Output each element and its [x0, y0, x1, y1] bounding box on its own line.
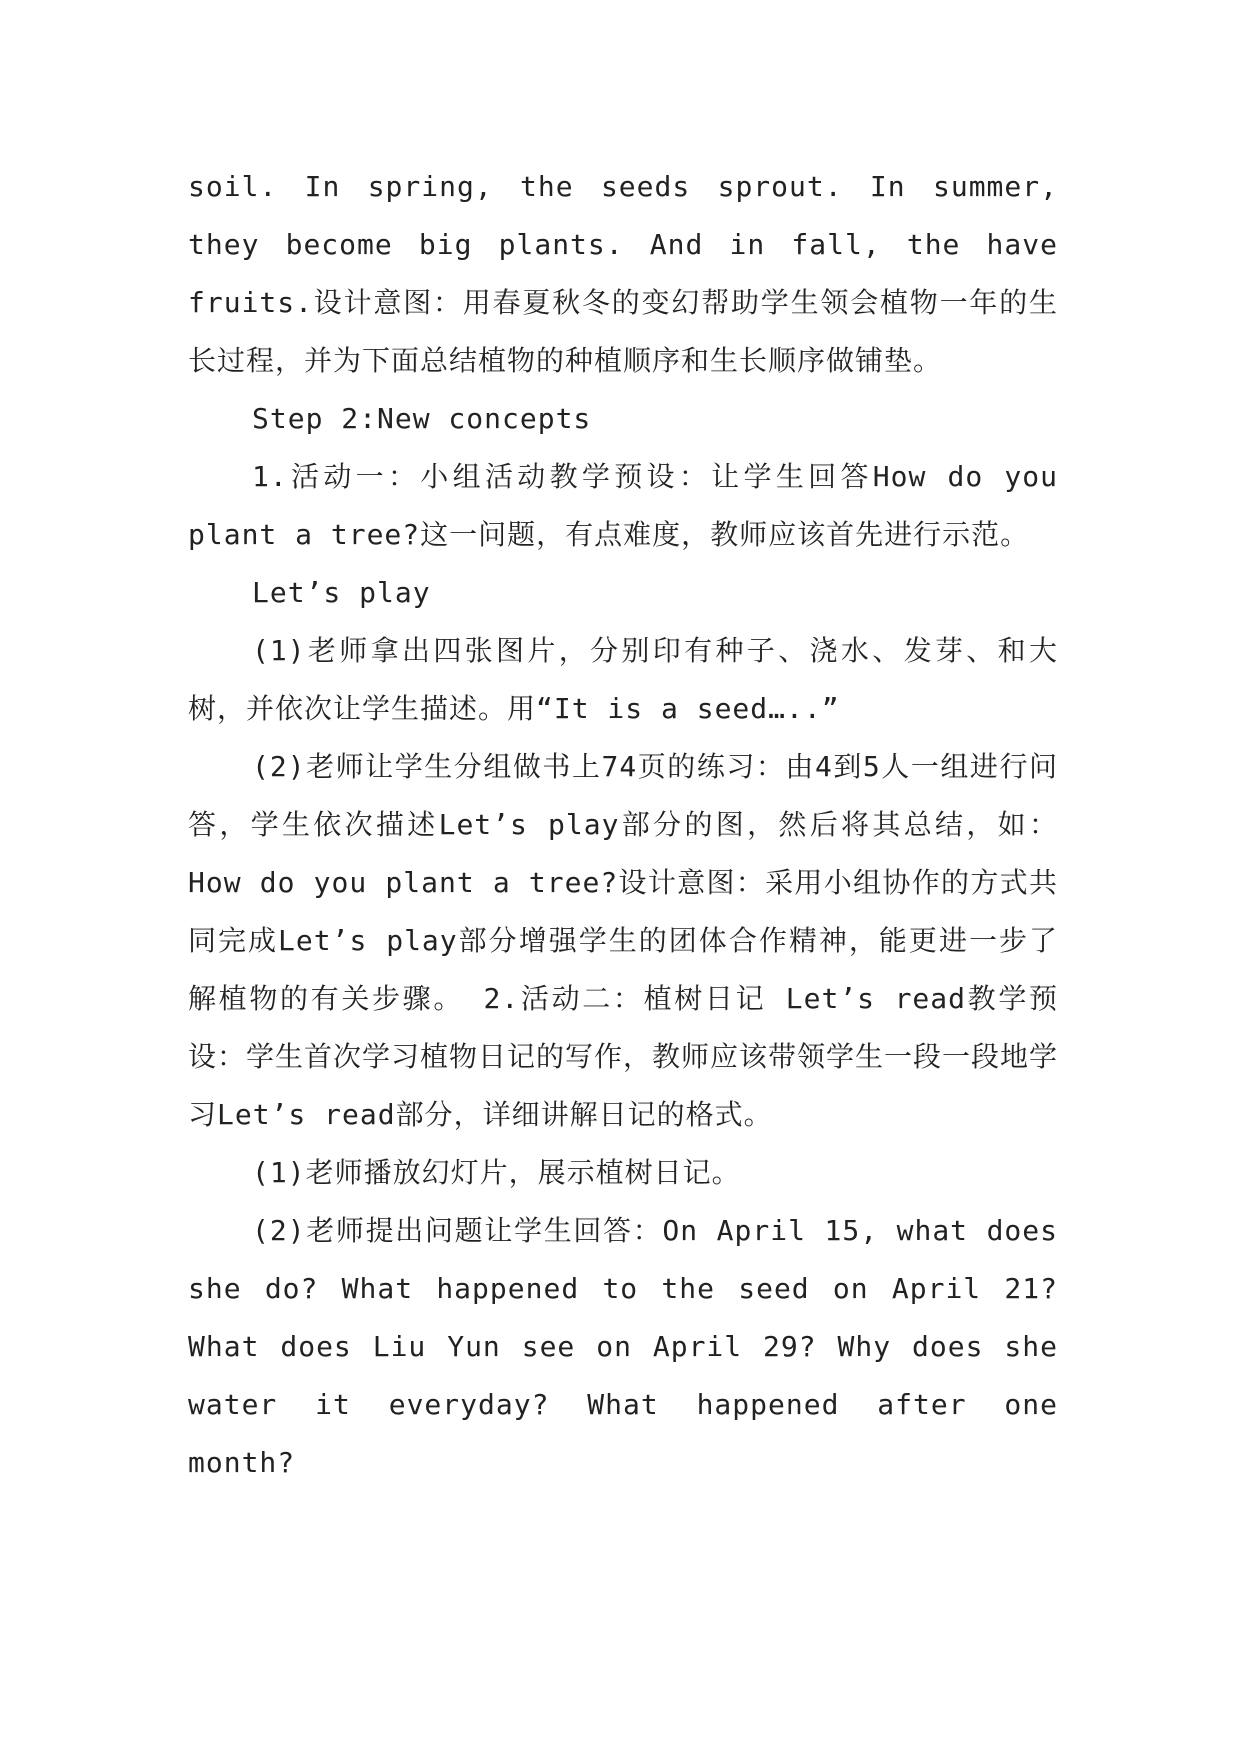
paragraph-activity-one: 1.活动一：小组活动教学预设：让学生回答How do you plant a tree?这一问题，有点难度，教师应该首先进行示范。: [188, 460, 1058, 551]
paragraph-step-1-slides: (1)老师播放幻灯片，展示植树日记。: [252, 1156, 741, 1189]
document-body: [188, 158, 1058, 1492]
paragraph-step-1-pictures: (1)老师拿出四张图片，分别印有种子、浇水、发芽、和大树，并依次让学生描述。用“It is a seed…..”: [188, 634, 1058, 725]
paragraph-step-2-questions: (2)老师提出问题让学生回答：On April 15, what does she do? What happened to the seed on April 21? What does Liu Yun see on April 29? Why does she water it everyday? What happened after one month?: [188, 1214, 1058, 1479]
paragraph-lets-play-heading: Let’s play: [252, 576, 431, 609]
paragraph-step-2-group-work: (2)老师让学生分组做书上74页的练习：由4到5人一组进行问答，学生依次描述Let’s play部分的图，然后将其总结，如：How do you plant a tree?设计意图：采用小组协作的方式共同完成Let’s play部分增强学生的团体合作精神，能更进一步了解植物的有关步骤。 2.活动二：植树日记 Let’s read教学预设：学生首次学习植物日记的写作，教师应该带领学生一段一段地学习Let’s read部分，详细讲解日记的格式。: [188, 750, 1059, 1131]
paragraph-soil-seasons: soil. In spring, the seeds sprout. In summer, they become big plants. And in fall, the have fruits.设计意图：用春夏秋冬的变幻帮助学生领会植物一年的生长过程，并为下面总结植物的种植顺序和生长顺序做铺垫。: [188, 170, 1058, 377]
paragraph-step-2-heading: Step 2:New concepts: [252, 402, 592, 435]
